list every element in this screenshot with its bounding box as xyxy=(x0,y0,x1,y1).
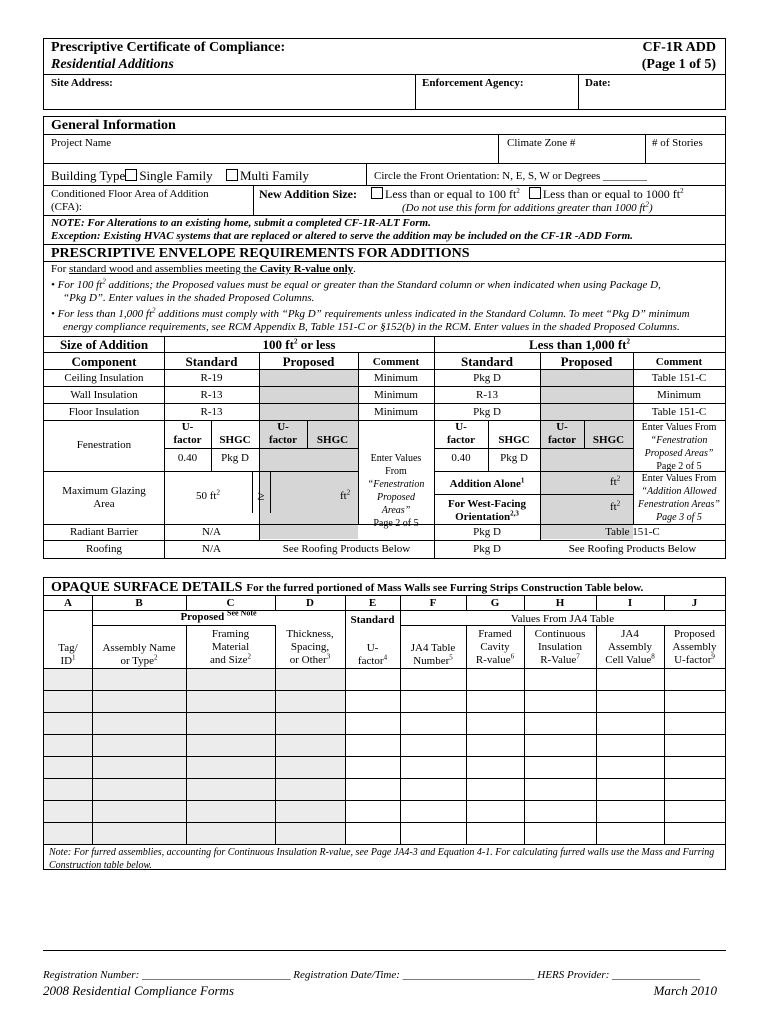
table-row[interactable] xyxy=(44,778,725,779)
glazing-std: 50 ft xyxy=(196,490,217,502)
size-1000-sq: 2 xyxy=(680,187,684,195)
table-row[interactable] xyxy=(44,756,725,757)
proposed-small-shade[interactable] xyxy=(259,369,358,539)
col-comment-2: Comment xyxy=(655,356,703,368)
multi-family-label: Multi Family xyxy=(240,168,309,183)
col-ja4-cell: JA4 Assembly Cell Value$^8$ xyxy=(605,628,655,666)
col-thickness: Thickness, Spacing, or Other$^3$ xyxy=(286,628,334,666)
table-row[interactable] xyxy=(44,822,725,823)
bullet-1000: For less than 1,000 ft xyxy=(57,308,153,320)
form-subtitle: Residential Additions xyxy=(51,57,174,72)
footer-date: March 2010 xyxy=(653,983,717,998)
enforcement-agency-label[interactable]: Enforcement Agency: xyxy=(422,77,524,89)
single-family-label: Single Family xyxy=(139,168,213,183)
row-ceiling: Ceiling Insulation xyxy=(64,372,144,384)
fen-comment-large: Enter Values From “Fenestration Proposed Areas” Page 2 of 5 xyxy=(641,422,717,472)
site-address-label[interactable]: Site Address: xyxy=(51,77,113,89)
multi-family-checkbox[interactable] xyxy=(226,169,238,181)
table-row[interactable] xyxy=(44,712,725,713)
fen-u-std: 0.40 xyxy=(177,452,198,464)
new-addition-size-label: New Addition Size: xyxy=(259,187,358,201)
stories-label[interactable]: # of Stories xyxy=(652,137,703,149)
size-of-addition-label: Size of Addition xyxy=(59,337,149,352)
col-standard-2: Standard xyxy=(460,354,514,369)
form-id: CF-1R ADD xyxy=(642,40,716,55)
large-addition-header: Less than 1,000 ft xyxy=(528,337,627,352)
table-row[interactable] xyxy=(44,734,725,735)
do-not-use-note: (Do not use this form for additions greater than 1000 ft xyxy=(402,202,646,214)
alteration-note: NOTE: For Alterations to an existing home, submit a completed CF-1R-ALT Form. xyxy=(51,217,431,229)
size-1000-checkbox[interactable] xyxy=(529,187,541,199)
building-type-label: Building Type xyxy=(51,168,126,183)
form-title: Prescriptive Certificate of Compliance: xyxy=(51,40,286,55)
col-proposed-u: Proposed Assembly U-factor$^9$ xyxy=(672,628,717,666)
furred-assemblies-note: Note: For furred assemblies, accounting for Continuous Insulation R-value, see Page JA4-3 and Equation 4-1. For calculating furred walls use the Mass and Furring Construction table below. xyxy=(49,847,715,871)
west-facing: For West-Facing xyxy=(447,498,527,510)
cfa-label-2[interactable]: (CFA): xyxy=(51,201,82,213)
col-proposed-2: Proposed xyxy=(560,354,613,369)
size-100-sq: 2 xyxy=(516,187,520,195)
col-ja4-table: JA4 Table Number$^5$ xyxy=(410,642,456,667)
envelope-heading: PRESCRIPTIVE ENVELOPE REQUIREMENTS FOR ADDITIONS xyxy=(51,246,470,261)
cfa-label: Conditioned Floor Area of Addition xyxy=(51,188,209,200)
col-proposed: Proposed xyxy=(282,354,335,369)
row-roofing: Roofing xyxy=(85,543,123,555)
date-label[interactable]: Date: xyxy=(585,77,611,89)
footer-forms: 2008 Residential Compliance Forms xyxy=(43,983,235,998)
fen-comment-small: Enter Values From “Fenestration Proposed Areas” Page 2 of 5 xyxy=(367,453,425,529)
opaque-standard-label: Standard xyxy=(350,614,395,626)
col-framed-cavity: Framed Cavity R-value$^6$ xyxy=(475,628,515,666)
proposed-large-shade[interactable] xyxy=(540,369,633,539)
col-component: Component xyxy=(71,354,137,369)
fen-u-std-2: 0.40 xyxy=(451,452,471,464)
project-name-label[interactable]: Project Name xyxy=(51,137,112,149)
col-tag-id: Tag/ $ID^1$ xyxy=(58,642,78,667)
registration-line[interactable]: Registration Number: ___________________________ Registration Date/Time: ________________________ HERS Provider: ________________ xyxy=(43,969,701,981)
opaque-proposed-label: Proposed xyxy=(180,611,225,623)
bullet-100: For 100 ft xyxy=(57,279,103,291)
single-family-checkbox[interactable] xyxy=(125,169,137,181)
opaque-heading-note: For the furred portioned of Mass Walls see Furring Strips Construction Table below. xyxy=(246,582,644,594)
values-from-ja4: Values From JA4 Table xyxy=(510,613,615,625)
size-100-checkbox[interactable] xyxy=(371,187,383,199)
ge-symbol: ≥ xyxy=(257,488,265,503)
opaque-heading: OPAQUE SURFACE DETAILS xyxy=(51,580,243,595)
row-radiant-barrier: Radiant Barrier xyxy=(69,526,139,538)
size-100-label: Less than or equal to 100 ft xyxy=(385,187,517,201)
col-assembly-name: Assembly Name or Type$^2$ xyxy=(102,642,176,667)
row-fenestration: Fenestration xyxy=(76,439,132,451)
row-floor: Floor Insulation xyxy=(68,406,140,418)
table-row[interactable] xyxy=(44,690,725,691)
climate-zone-label[interactable]: Climate Zone # xyxy=(507,137,576,149)
col-continuous: Continuous Insulation R-Value$^7$ xyxy=(534,628,586,666)
table-row[interactable] xyxy=(44,800,725,801)
col-framing: Framing Material and Size$^2$ xyxy=(209,628,252,666)
general-info-heading: General Information xyxy=(51,118,176,133)
glazing-comment-large: Enter Values From “Addition Allowed Fenestration Areas” Page 3 of 5 xyxy=(638,473,720,523)
addition-alone: Addition Alone xyxy=(449,478,521,490)
col-standard: Standard xyxy=(185,354,238,369)
hvac-exception: Exception: Existing HVAC systems that are replaced or altered to serve the addition may be included on the CF-1R -ADD Form. xyxy=(51,230,633,242)
row-max-glazing: Maximum Glazing Area xyxy=(62,485,146,510)
col-u-factor: U- factor$^4$ xyxy=(357,642,388,667)
row-wall: Wall Insulation xyxy=(70,389,138,401)
col-comment: Comment xyxy=(372,356,420,368)
small-addition-header: 100 ft xyxy=(262,337,294,352)
size-1000-label: Less than or equal to 1000 ft xyxy=(542,187,681,201)
envelope-intro: standard wood and assemblies meeting the xyxy=(69,263,260,275)
page-number: (Page 1 of 5) xyxy=(641,57,716,72)
front-orientation-field[interactable]: Circle the Front Orientation: N, E, S, W or Degrees ________ xyxy=(374,170,648,182)
